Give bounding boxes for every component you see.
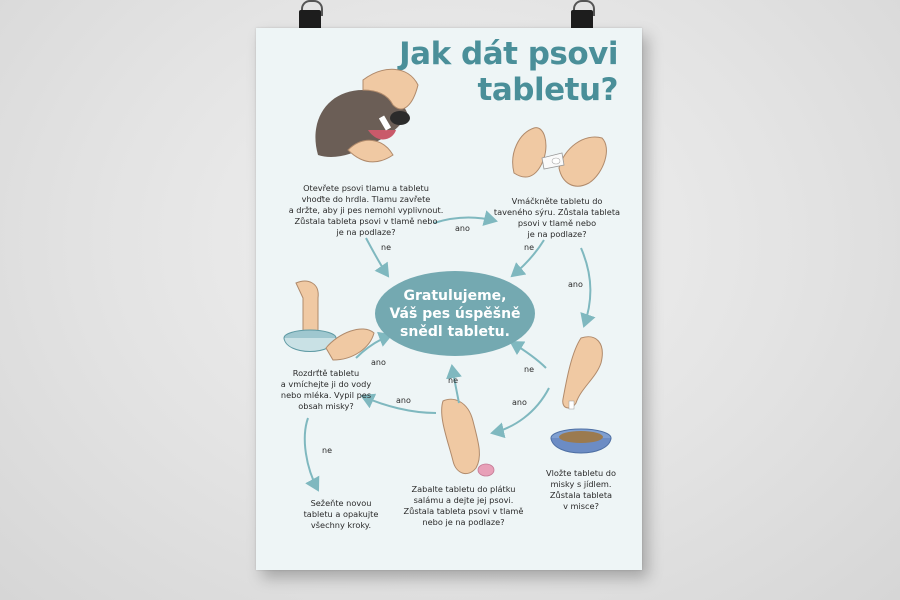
step-cheese-line: psovi v tlamě nebo — [517, 218, 597, 228]
step-new-line: tabletu a opakujte — [303, 509, 379, 519]
step-cheese-line: Vmáčkněte tabletu do — [511, 196, 603, 206]
step-new-text — [296, 498, 386, 531]
success-line: snědl tabletu. — [400, 323, 510, 340]
title-line-2: tabletu? — [477, 72, 618, 108]
success-line: Váš pes úspěšně — [389, 305, 521, 322]
step-water-line: Rozdrťtě tabletu — [292, 368, 360, 378]
step-bowl-line: Vložte tabletu do — [546, 468, 616, 478]
label-salami-to-water: ano — [396, 396, 411, 405]
label-cheese-to-center: ne — [524, 243, 534, 252]
step-cheese-line: je na podlaze? — [527, 229, 587, 239]
step-salami-line: Zůstala tableta psovi v tlamě — [403, 506, 524, 516]
step-water-line: obsah misky? — [298, 401, 354, 411]
label-bowl-to-center: ne — [524, 365, 534, 374]
step-bowl-text — [536, 468, 626, 512]
step-salami-line: Zabalte tabletu do plátku — [411, 484, 516, 494]
step-mouth-line: Zůstala tableta psovi v tlamě nebo — [294, 216, 438, 226]
arrow-water-to-new — [305, 418, 318, 490]
step-bowl-line: misky s jídlem. — [550, 479, 612, 489]
step-new-line: Sežeňte novou — [310, 498, 372, 508]
step-mouth-line: Otevřete psovi tlamu a tabletu — [303, 183, 429, 193]
step-cheese-line: taveného sýru. Zůstala tableta — [493, 207, 621, 217]
label-water-to-center: ano — [371, 358, 386, 367]
step-water-line: nebo mléka. Vypil pes — [280, 390, 372, 400]
poster — [256, 28, 642, 570]
success-ellipse — [375, 271, 535, 356]
step-mouth-line: je na podlaze? — [336, 227, 396, 237]
label-bowl-to-salami: ano — [512, 398, 527, 407]
step-water-line: a vmíchejte ji do vody — [280, 379, 372, 389]
label-cheese-to-bowl: ano — [568, 280, 583, 289]
step-salami-line: nebo je na podlaze? — [422, 517, 505, 527]
step-new-line: všechny kroky. — [310, 520, 372, 530]
step-mouth-line: vhoďte do hrdla. Tlamu zavřete — [301, 194, 431, 204]
step-cheese-text — [492, 196, 622, 240]
label-mouth-to-center: ne — [381, 243, 391, 252]
step-mouth-text — [286, 183, 446, 238]
success-line: Gratulujeme, — [403, 287, 507, 304]
step-water-text — [270, 368, 382, 412]
step-mouth-line: a držte, aby ji pes nemohl vyplivnout. — [288, 205, 444, 215]
label-salami-to-center: ne — [448, 376, 458, 385]
step-bowl-line: Zůstala tableta — [549, 490, 613, 500]
step-salami-line: salámu a dejte jej psovi. — [413, 495, 514, 505]
label-mouth-to-cheese: ano — [455, 224, 470, 233]
label-water-to-new: ne — [322, 446, 332, 455]
step-salami-text — [396, 484, 531, 528]
step-bowl-line: v misce? — [563, 501, 599, 511]
title-line-1: Jak dát psovi — [399, 36, 618, 72]
arrow-bowl-to-salami — [492, 388, 549, 433]
